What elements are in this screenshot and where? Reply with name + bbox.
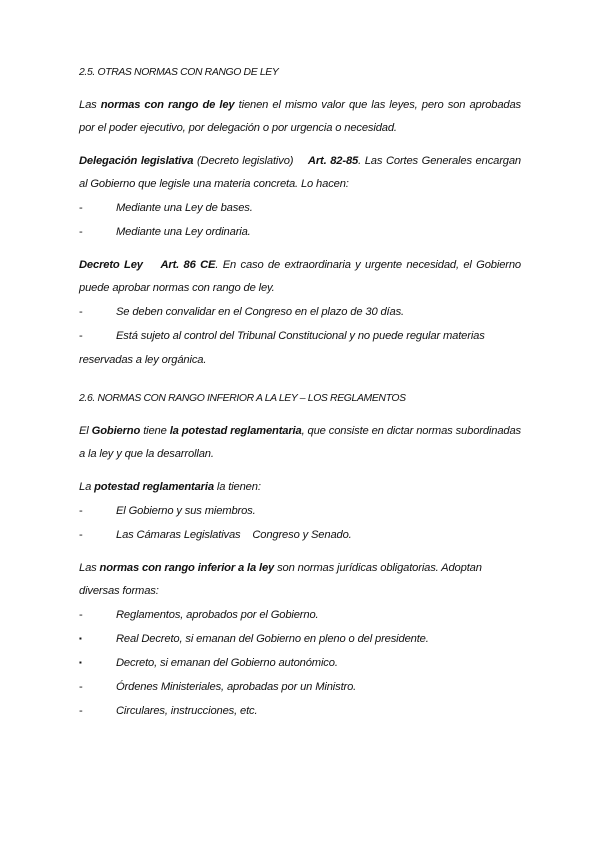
paragraph-potestad-reglamentaria: [79, 476, 521, 499]
list-item-text: Mediante una Ley ordinaria.: [116, 226, 251, 238]
paragraph-gobierno-potestad: [79, 420, 521, 466]
list-marker: -: [79, 705, 83, 717]
paragraph-normas-rango-ley: [79, 94, 521, 140]
list-item-text: Reglamentos, aprobados por el Gobierno.: [116, 609, 319, 621]
list-item: [79, 220, 521, 244]
list-potestad: [79, 499, 521, 547]
text-run: la tienen:: [213, 481, 261, 493]
text-run: . En caso de extraordinaria y urgente necesidad, el Gobierno puede aprobar normas con rango de ley.: [79, 259, 521, 294]
text-run: tienen el mismo valor que las leyes, pero son aprobadas por el poder ejecutivo, por delegación o por urgencia o necesidad.: [79, 99, 521, 134]
bold-term: la potestad reglamentaria: [169, 425, 302, 437]
bold-term: normas con rango inferior a la ley: [99, 562, 275, 574]
list-item: [79, 675, 521, 699]
bold-term: Delegación legislativa: [79, 155, 194, 167]
list-marker: -: [79, 330, 83, 342]
text-run: Las: [79, 562, 100, 574]
list-item-text: Se deben convalidar en el Congreso en el plazo de 30 días.: [116, 306, 404, 318]
list-item-text: Órdenes Ministeriales, aprobadas por un Ministro.: [116, 681, 357, 693]
list-marker: -: [79, 529, 83, 541]
paragraph-normas-rango-inferior: [79, 557, 521, 603]
text-run: son normas jurídicas obligatorias. Adoptan diversas formas:: [79, 562, 482, 597]
bold-term: Decreto Ley: [79, 259, 143, 271]
bold-term: Gobierno: [91, 425, 141, 437]
list-item-wrap: [79, 324, 521, 372]
list-decreto-ley: [79, 300, 521, 372]
list-marker: -: [79, 306, 83, 318]
list-normas-inferior: [79, 603, 521, 723]
paragraph-decreto-ley: [79, 254, 521, 300]
list-item: [79, 651, 521, 675]
list-item: [79, 627, 521, 651]
list-delegacion: [79, 196, 521, 244]
list-marker: -: [79, 681, 83, 693]
text-run: (Decreto legislativo): [193, 155, 308, 167]
text-run: [143, 259, 161, 271]
text-run: El: [79, 425, 92, 437]
section-heading-2-5: 2.5. OTRAS NORMAS CON RANGO DE LEY: [79, 67, 279, 78]
list-item: [79, 699, 521, 723]
list-item-text: Decreto, si emanan del Gobierno autonómico.: [116, 657, 338, 669]
bold-term: potestad reglamentaria: [94, 481, 214, 493]
text-run: La: [79, 481, 95, 493]
list-item: [79, 300, 521, 324]
text-run: tiene: [140, 425, 170, 437]
list-item-text: Las Cámaras Legislativas Congreso y Senado.: [116, 529, 352, 541]
list-marker: -: [79, 202, 83, 214]
list-item: [79, 196, 521, 220]
list-marker: -: [79, 609, 83, 621]
bold-term: normas con rango de ley: [100, 99, 235, 111]
square-bullet-icon: ▪: [79, 634, 82, 643]
text-run: , que consiste en dictar normas subordinadas a la ley y que la desarrollan.: [79, 425, 521, 460]
list-item-text: Circulares, instrucciones, etc.: [116, 705, 258, 717]
section-heading-2-6: 2.6. NORMAS CON RANGO INFERIOR A LA LEY – LOS REGLAMENTOS: [79, 393, 406, 404]
list-item-text: Está sujeto al control del Tribunal Constitucional y no puede regular materias reservadas a ley orgánica.: [79, 330, 485, 366]
list-item-text: Mediante una Ley de bases.: [116, 202, 253, 214]
document-page: [79, 66, 521, 723]
list-marker: -: [79, 226, 83, 238]
bold-article-ref: Art. 86 CE: [160, 259, 216, 271]
list-item-text: El Gobierno y sus miembros.: [116, 505, 256, 517]
list-marker: -: [79, 505, 83, 517]
list-item-text: Real Decreto, si emanan del Gobierno en pleno o del presidente.: [116, 633, 429, 645]
bold-article-ref: Art. 82-85: [307, 155, 359, 167]
text-run: Las: [79, 99, 101, 111]
list-item: [79, 603, 521, 627]
paragraph-delegacion-legislativa: [79, 150, 521, 196]
square-bullet-icon: ▪: [79, 658, 82, 667]
text-run: . Las Cortes Generales encargan al Gobierno que legisle una materia concreta. Lo hacen:: [79, 155, 522, 190]
list-item: [79, 523, 521, 547]
list-item: [79, 499, 521, 523]
